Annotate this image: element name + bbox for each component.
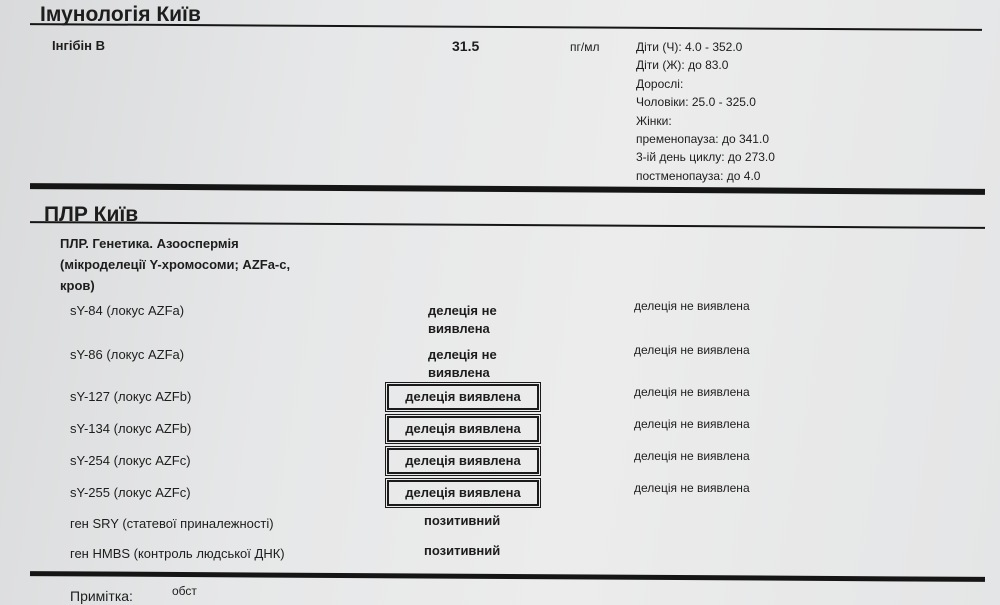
test-value: 31.5	[452, 38, 480, 54]
row-test-name: sY-255 (локус AZFc)	[70, 485, 191, 500]
row-reference: делеція не виявлена	[634, 417, 750, 431]
reference-line: Дорослі:	[636, 76, 684, 91]
pcr-title-rule	[30, 221, 985, 229]
panel-title-line: кров)	[60, 278, 95, 293]
row-test-name: sY-84 (локус AZFa)	[70, 303, 185, 318]
row-result: делеція не	[428, 347, 497, 362]
reference-line: Чоловіки: 25.0 - 325.0	[636, 95, 756, 110]
reference-line: 3-ій день циклу: до 273.0	[636, 150, 775, 165]
test-unit: пг/мл	[570, 40, 600, 54]
row-test-name: ген SRY (статевої приналежності)	[70, 516, 274, 531]
row-result: делеція не	[428, 303, 497, 318]
reference-line: пременопауза: до 341.0	[636, 132, 769, 146]
row-result-continued: виявлена	[428, 365, 490, 380]
row-reference: делеція не виявлена	[634, 481, 750, 495]
immunology-section-title: Імунологія Київ	[40, 3, 201, 26]
row-result-flagged: делеція виявлена	[387, 416, 539, 442]
section-separator-2	[30, 571, 985, 582]
pcr-section-title: ПЛР Київ	[44, 203, 139, 226]
row-test-name: sY-254 (локус AZFc)	[70, 453, 191, 468]
panel-title-line: (мікроделеції Y-хромосоми; AZFa-c,	[60, 257, 291, 272]
row-result: позитивний	[424, 513, 501, 528]
row-test-name: sY-127 (локус AZFb)	[70, 389, 192, 404]
row-test-name: ген HMBS (контроль людської ДНК)	[70, 546, 285, 561]
row-result: позитивний	[424, 543, 501, 558]
panel-title-line: ПЛР. Генетика. Азооспермія	[60, 236, 239, 251]
row-reference: делеція не виявлена	[634, 385, 750, 399]
row-reference: делеція не виявлена	[634, 343, 750, 357]
row-result-flagged: делеція виявлена	[387, 384, 539, 410]
row-reference: делеція не виявлена	[634, 299, 750, 313]
reference-line: Діти (Ж): до 83.0	[636, 58, 729, 73]
row-result-flagged: делеція виявлена	[387, 448, 539, 474]
reference-line: постменопауза: до 4.0	[636, 168, 761, 183]
row-test-name: sY-86 (локус AZFa)	[70, 347, 185, 362]
row-result-continued: виявлена	[428, 321, 490, 336]
note-value: обст	[172, 584, 197, 598]
test-name: Інгібін В	[52, 38, 105, 53]
row-result-flagged: делеція виявлена	[387, 480, 539, 506]
row-reference: делеція не виявлена	[634, 449, 750, 463]
note-label: Примітка:	[70, 588, 133, 604]
reference-line: Діти (Ч): 4.0 - 352.0	[636, 40, 743, 54]
row-test-name: sY-134 (локус AZFb)	[70, 421, 192, 436]
reference-line: Жінки:	[636, 113, 672, 128]
section-separator-1	[30, 183, 985, 195]
